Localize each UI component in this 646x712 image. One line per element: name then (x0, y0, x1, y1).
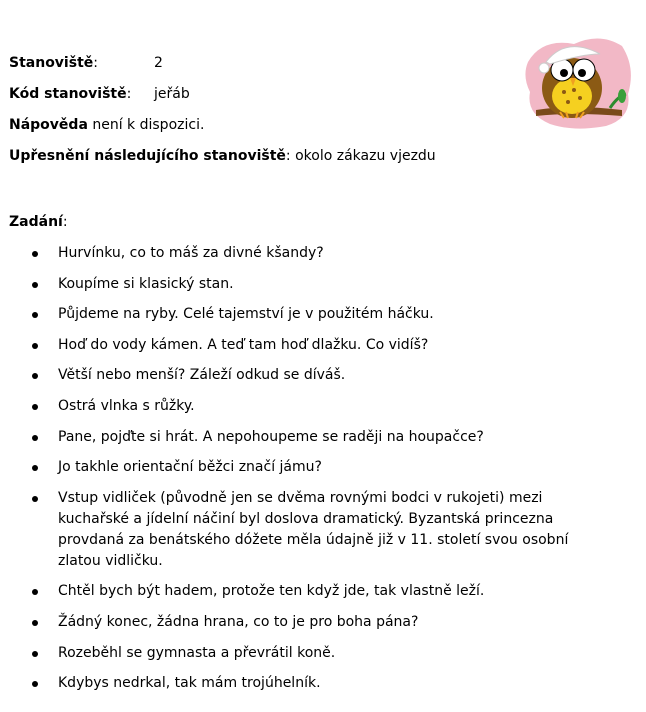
list-item: Hoď do vody kámen. A teď tam hoď dlažku. Co vidíš? (0, 335, 646, 356)
task-label: Zadání (9, 214, 63, 230)
list-item: Vstup vidliček (původně jen se dvěma rovnými bodci v rukojeti) mezi kuchařské a jídelní náčiní byl doslova dramatický. Byzantská princezna provdaná za benátského dóžete měla údajně již v 11. století svou osobní zlatou vidličku. (0, 488, 646, 572)
code-row: Kód stanoviště: (9, 86, 132, 102)
hint-label: Nápověda (9, 117, 88, 133)
station-label: Stanoviště (9, 55, 94, 71)
list-item: Pane, pojďte si hrát. A nepohoupeme se raději na houpačce? (0, 427, 646, 448)
list-item: Jo takhle orientační běžci značí jámu? (0, 457, 646, 478)
list-item: Kdybys nedrkal, tak mám trojúhelník. (0, 673, 646, 694)
owl-illustration (522, 32, 634, 132)
list-item: Půjdeme na ryby. Celé tajemství je v použitém háčku. (0, 304, 646, 325)
list-item: Žádný konec, žádna hrana, co to je pro boha pána? (0, 612, 646, 633)
task-heading: Zadání: (9, 214, 68, 230)
hint-value: není k dispozici. (92, 117, 205, 133)
list-item: Větší nebo menší? Záleží odkud se díváš. (0, 365, 646, 386)
list-item: Chtěl bych být hadem, protože ten když jde, tak vlastně leží. (0, 581, 646, 602)
list-item: Koupíme si klasický stan. (0, 274, 646, 295)
hint-row (9, 117, 204, 133)
station-value: 2 (154, 55, 163, 71)
list-item: Hurvínku, co to máš za divné kšandy? (0, 243, 646, 264)
list-item: Ostrá vlnka s růžky. (0, 396, 646, 417)
next-station-value: okolo zákazu vjezdu (295, 148, 436, 164)
code-value: jeřáb (154, 86, 190, 102)
code-label: Kód stanoviště (9, 86, 127, 102)
task-list (0, 243, 646, 704)
next-station-label: Upřesnění následujícího stanoviště (9, 148, 286, 164)
list-item: Rozeběhl se gymnasta a převrátil koně. (0, 643, 646, 664)
next-station-row: Upřesnění následujícího stanoviště: okolo zákazu vjezdu (9, 148, 436, 164)
station-row: Stanoviště: (9, 55, 98, 71)
